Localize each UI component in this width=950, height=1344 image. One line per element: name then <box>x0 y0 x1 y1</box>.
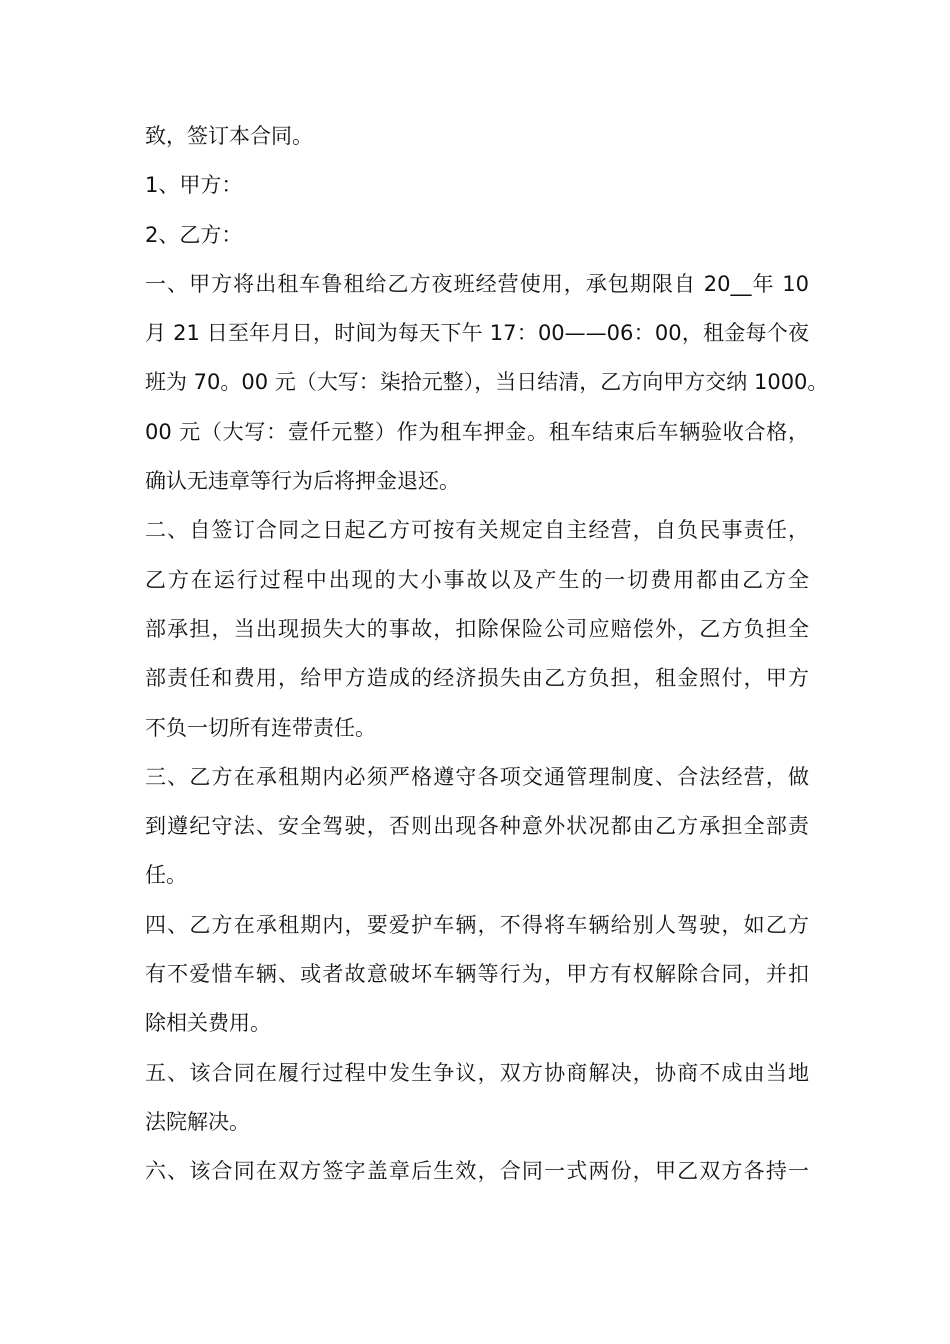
text-line: 1、甲方： <box>145 173 243 198</box>
text-line: 六、该合同在双方签字盖章后生效，合同一式两份，甲乙双方各持一 <box>145 1159 809 1184</box>
text-line: 确认无违章等行为后将押金退还。 <box>145 469 460 494</box>
text-line: 2、乙方： <box>145 222 243 247</box>
text-line: 任。 <box>145 863 187 888</box>
text-line: 月 21 日至年月日，时间为每天下午 17：00——06：00，租金每个夜 <box>145 321 809 346</box>
text-line: 不负一切所有连带责任。 <box>145 715 376 740</box>
text-line: 四、乙方在承租期内，要爱护车辆，不得将车辆给别人驾驶，如乙方 <box>145 912 809 937</box>
text-line: 班为 70。00 元（大写：柒拾元整），当日结清，乙方向甲方交纳 1000。 <box>145 370 829 395</box>
text-line: 一、甲方将出租车鲁租给乙方夜班经营使用，承包期限自 20__年 10 <box>145 271 809 296</box>
text-line: 到遵纪守法、安全驾驶，否则出现各种意外状况都由乙方承担全部责 <box>145 814 809 839</box>
text-line: 三、乙方在承租期内必须严格遵守各项交通管理制度、合法经营，做 <box>145 764 809 789</box>
text-line: 有不爱惜车辆、或者故意破坏车辆等行为，甲方有权解除合同，并扣 <box>145 962 809 987</box>
contract-body <box>145 112 829 1197</box>
text-line: 除相关费用。 <box>145 1011 271 1036</box>
text-line: 部承担，当出现损失大的事故，扣除保险公司应赔偿外，乙方负担全 <box>145 616 809 641</box>
text-line: 部责任和费用，给甲方造成的经济损失由乙方负担，租金照付，甲方 <box>145 666 809 691</box>
text-line: 法院解决。 <box>145 1109 250 1134</box>
text-line: 乙方在运行过程中出现的大小事故以及产生的一切费用都由乙方全 <box>145 567 809 592</box>
text-line: 00 元（大写：壹仟元整）作为租车押金。租车结束后车辆验收合格， <box>145 419 809 444</box>
text-line: 致，签订本合同。 <box>145 124 313 148</box>
text-line: 五、该合同在履行过程中发生争议，双方协商解决，协商不成由当地 <box>145 1060 809 1085</box>
text-line: 二、自签订合同之日起乙方可按有关规定自主经营，自负民事责任， <box>145 518 809 543</box>
